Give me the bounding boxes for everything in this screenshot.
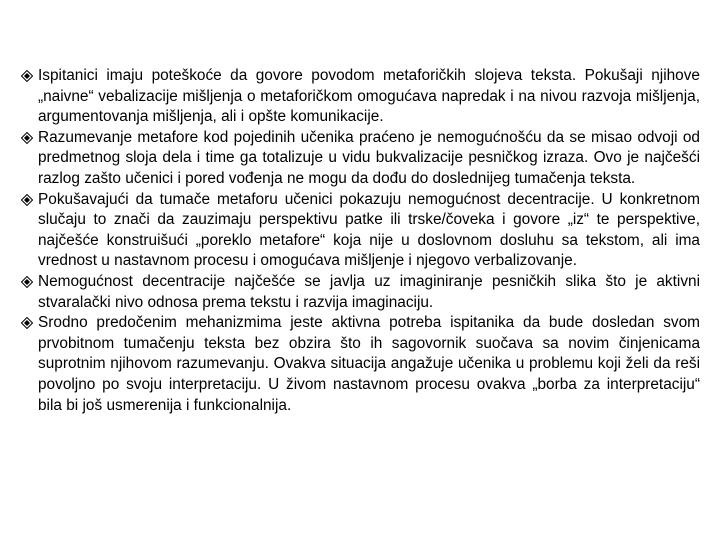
bullet-list [20, 66, 700, 416]
bullet-item [20, 190, 700, 272]
bullet-text: Ispitanici imaju poteškoće da govore povodom metaforičkih slojeva teksta. Pokušaji njihove „naivne“ vebalizacije mišljenja o metaforičkom omogućava napredak i na nivou razvoja mišljenja, argumentovanja mišljenja, ali i opšte komunikacije. [38, 67, 700, 126]
diamond-bullet-icon [21, 317, 33, 329]
bullet-item [20, 66, 700, 128]
bullet-item [20, 313, 700, 416]
bullet-item [20, 128, 700, 190]
bullet-text: Srodno predočenim mehanizmima jeste aktivna potreba ispitanika da bude dosledan svom prvobitnom tumačenju teksta bez obzira što ih sagovornik suočava sa novim činjenicama suprotnim njihovom razumevanju. Ovakva situacija angažuje učenika u problemu koji želi da reši povoljno po svoju interpretaciju. U živom nastavnom procesu ovakva „borba za interpretaciju“ bila bi još usmerenija i funkcionalnija. [38, 314, 700, 414]
bullet-text: Pokušavajući da tumače metaforu učenici pokazuju nemogućnost decentracije. U konkretnom slučaju to znači da zauzimaju perspektivu patke ili trske/čoveka i govore „iz“ te perspektive, najčešće konstruišući „poreklo metafore“ koja nije u doslovnom dosluhu sa tekstom, ali ima vrednost u nastavnom procesu i omogućava mišljenje i njegovo verbalizovanje. [38, 190, 700, 270]
bullet-text: Razumevanje metafore kod pojedinih učenika praćeno je nemogućnošću da se misao odvoji od predmetnog sloja dela i time ga totalizuje u vidu bukvalizacije pesničkog izraza. Ovo je najčešći razlog zašto učenici i pored vođenja ne mogu da dođu do doslednijeg tumačenja teksta. [38, 128, 700, 187]
diamond-bullet-icon [21, 194, 33, 206]
diamond-bullet-icon [21, 276, 33, 288]
diamond-bullet-icon [21, 70, 33, 82]
bullet-text: Nemogućnost decentracije najčešće se javlja uz imaginiranje pesničkih slika što je aktivni stvaralački nivo odnosa prema tekstu i razvija imaginaciju. [38, 272, 700, 311]
bullet-item [20, 272, 700, 313]
diamond-bullet-icon [21, 132, 33, 144]
